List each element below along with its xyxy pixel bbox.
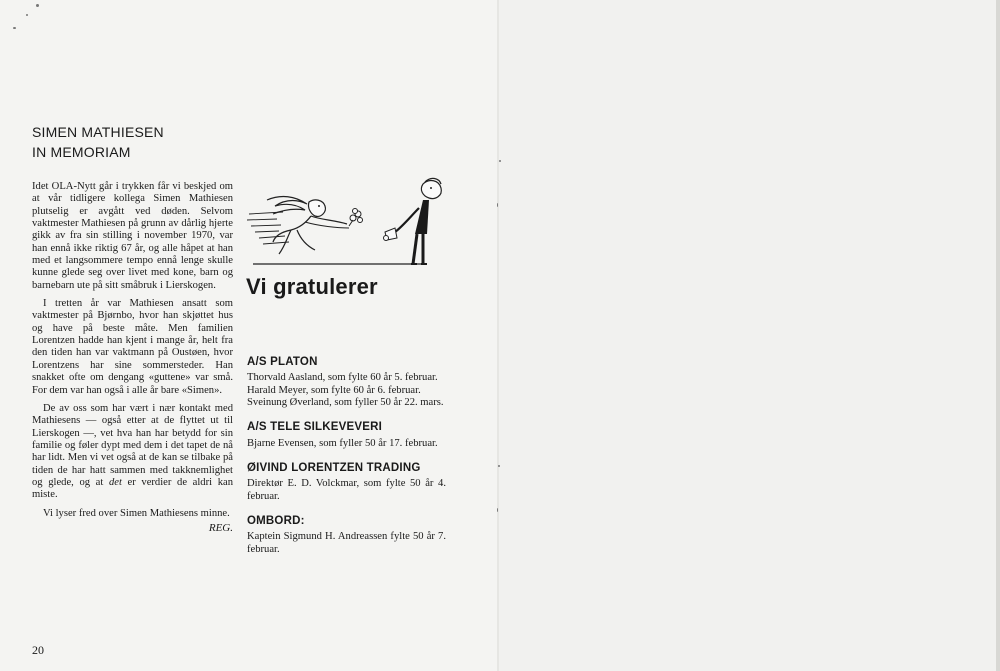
section-platon: [247, 356, 446, 409]
right-page: [498, 0, 1000, 671]
memoriam-signature: REG.: [208, 521, 233, 534]
birthday-list: [247, 356, 446, 568]
section-ombord: [247, 515, 446, 556]
birthday-entry: Thorvald Aasland, som fylte 60 år 5. februar.: [247, 372, 438, 384]
page-fold: [497, 0, 499, 671]
section-oivind-lorentzen-trading: [247, 462, 446, 503]
paper-speck: [26, 14, 28, 16]
birthday-entry: Bjarne Evensen, som fyller 50 år 17. februar.: [247, 437, 438, 449]
memoriam-paragraph-3: [32, 403, 233, 502]
paper-speck: [13, 27, 16, 29]
memoriam-title-line1: SIMEN MATHIESEN: [32, 124, 164, 140]
birthday-entry: Harald Meyer, som fylte 60 år 6. februar.: [247, 384, 421, 396]
memoriam-title-line2: IN MEMORIAM: [32, 144, 131, 160]
memoriam-article: [32, 181, 233, 534]
memoriam-italic-word: det: [108, 476, 122, 488]
section-heading: A/S PLATON: [247, 356, 318, 368]
section-heading: ØIVIND LORENTZEN TRADING: [247, 462, 421, 475]
section-tele-silkeveveri: [247, 421, 446, 450]
paper-speck: [499, 160, 501, 162]
cartoon-illustration: [245, 176, 450, 272]
memoriam-title: [32, 122, 252, 162]
memoriam-paragraph-1: Idet OLA-Nytt går i trykken får vi beskjed om at vår tidligere kollega Simen Mathiesen plutselig er avgått ved døden. Selvom vaktmester Mathiesen på grunn av dårlig hjerte gikk av fra sin stilling i november 1970, var han ennå ikke riktig 67 år, og alle håpet at han med et langsommere tempo ennå lenge skulle kunne glede seg over livet med kone, barn og barnebarn ute på sitt småbruk i Lierskogen.: [32, 181, 233, 291]
birthday-entry: Direktør E. D. Volckmar, som fylte 50 år 4. februar.: [247, 478, 446, 502]
memoriam-paragraph-3-text: De av oss som har vært i nær kontakt med Mathiesens — også etter at de flyttet ut til Lierskogen —, vet hva han har betydd for sin familie og føler dypt med dem i det tapet de nå har lidt. Men vi vet også at de kan se tilbake på tiden de har hatt sammen med takknemlighet og glede, og at: [32, 402, 233, 488]
memoriam-paragraph-4: Vi lyser fred over Simen Mathiesens minne.: [43, 507, 230, 519]
paper-speck: [497, 203, 498, 207]
greeting-title: Vi gratulerer: [246, 274, 378, 299]
memoriam-paragraph-2: I tretten år var Mathiesen ansatt som vaktmester på Bjørnbo, hvor han skjøttet hus og have på beste måte. Men familien Lorentzen hadde han kjent i mange år, helt fra den tiden han var vaktmann på Oustøen, hvor Lorentzens har sine sommersteder. Han snakket ofte om dengang «guttene» var små. For dem var han også i alle år bare «Simen».: [32, 298, 233, 396]
birthday-entry: Kaptein Sigmund H. Andreassen fylte 50 år 7. februar.: [247, 531, 446, 555]
paper-speck: [498, 465, 500, 467]
section-heading: A/S TELE SILKEVEVERI: [247, 421, 382, 434]
paper-speck: [36, 4, 39, 7]
page-edge: [996, 0, 1000, 671]
page-number: 20: [32, 643, 44, 657]
section-heading: OMBORD:: [247, 515, 305, 528]
paper-speck: [497, 508, 498, 512]
memoriam-paragraph-3-end: er verdier de aldri kan miste.: [32, 476, 233, 501]
birthday-entry: Sveinung Øverland, som fyller 50 år 22. mars.: [247, 397, 444, 409]
